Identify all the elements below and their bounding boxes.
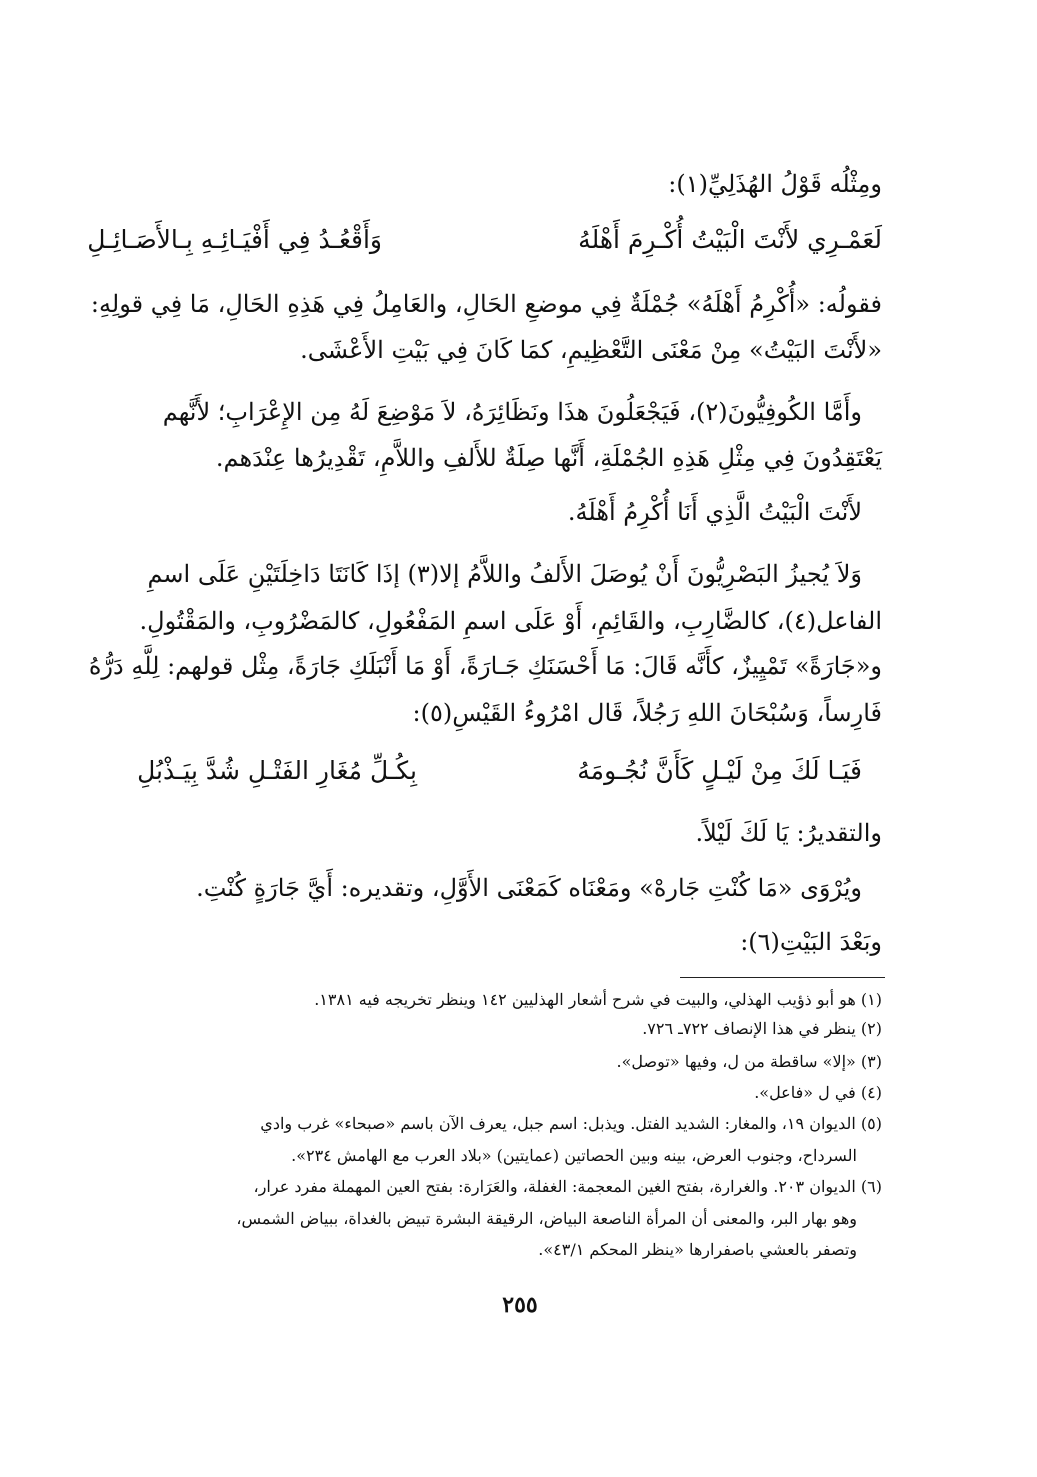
verse-1-second-hemistich: وَأَقْعُـدُ فِي أَفْيَـائِـهِ بِـالأَصَـائِـلِ — [87, 225, 382, 254]
footnote-6-line-3: وتصفر بالعشي باصفرارها «ينظر المحكم ٤٣/١». — [538, 1240, 857, 1259]
footnote-4: (٤) في ل «فاعل». — [754, 1083, 882, 1102]
footnote-2: (٢) ينظر في هذا الإنصاف ٧٢٢ـ ٧٢٦. — [642, 1019, 882, 1038]
paragraph-3-line-3: و«جَارَةً» تَمْيِيزٌ، كأَنَّه قَالَ: مَا أَحْسَنَكِ جَـارَةً، أَوْ مَا أَنْبَلَكِ جَارَةً، مِثْل قولهم: لِلَّهِ دَرُّهُ — [88, 652, 882, 680]
footnote-separator — [680, 977, 885, 978]
paragraph-1-line-2: «لأَنْتَ البَيْتُ» مِنْ مَعْنَى التَّعْظِيمِ، كمَا كَانَ فِي بَيْتِ الأَعْشَى. — [300, 336, 882, 364]
paragraph-3-line-2: الفاعل(٤)، كالضَّارِبِ، والقَائِمِ، أَوْ عَلَى اسمِ المَفْعُولِ، كالمَضْرُوبِ، والمَقْتُولِ. — [139, 607, 882, 635]
paragraph-4: ويُرْوَى «مَا كُنْتِ جَارهْ» ومَعْنَاه كَمَعْنَى الأَوَّلِ، وتقديره: أَيَّ جَارَةٍ كُنْتِ. — [196, 874, 862, 902]
footnote-1: (١) هو أبو ذؤيب الهذلي، والبيت في شرح أشعار الهذليين ١٤٢ وينظر تخريجه فيه ١٣٨١. — [314, 990, 882, 1009]
verse-2-first-hemistich: فَيَـا لَكَ مِنْ لَيْـلٍ كَأَنَّ نُجُـومَهُ — [577, 756, 862, 785]
footnote-5-line-2: السرداح، وجنوب العرض، بينه وبين الحصاتين (عمايتين) «بلاد العرب مع الهامش ٢٣٤». — [291, 1146, 857, 1165]
footnote-3: (٣) «إلا» ساقطة من ل، وفيها «توصل». — [616, 1052, 882, 1071]
footnote-5-line-1: (٥) الديوان ١٩، والمغار: الشديد الفتل. ويذبل: اسم جبل، يعرف الآن باسم «صبحاء» غرب وادي — [260, 1114, 882, 1133]
example-sentence: لأَنْتَ الْبَيْتُ الَّذِي أَنَا أُكْرِمُ أَهْلَهُ. — [567, 498, 862, 526]
paragraph-2-line-1: وأَمَّا الكُوفِيُّونَ(٢)، فَيَجْعَلُونَ هذَا ونَظَائِرَهُ، لاَ مَوْضِعَ لَهُ مِن الإِعْرَابِ؛ لأَنَّهم — [162, 398, 862, 426]
footnote-6-line-2: وهو بهار البر، والمعنى أن المرأة الناصعة البياض، الرقيقة البشرة تبيض بالغداة، ببياض الشمس، — [236, 1209, 857, 1228]
page-number: ٢٥٥ — [502, 1292, 538, 1318]
paragraph-1-line-1: فقولُه: «أُكْرِمُ أَهْلَهُ» جُمْلَةٌ فِي موضعِ الحَالِ، والعَامِلُ فِي هَذِهِ الحَالِ، مَا فِي قولِهِ: — [90, 290, 882, 318]
footnote-6-line-1: (٦) الديوان ٢٠٣. والغرارة، بفتح الغين المعجمة: الغفلة، والعَرَارة: بفتح العين المهملة مفرد عرار، — [253, 1177, 882, 1196]
verse-1-first-hemistich: لَعَمْـرِي لأَنْتَ الْبَيْتُ أُكْـرِمَ أَهْلَهُ — [578, 225, 882, 254]
estimate-line: والتقديرُ: يَا لَكَ لَيْلاً. — [695, 819, 882, 847]
intro-line-2: وبَعْدَ البَيْتِ(٦): — [740, 928, 882, 956]
verse-2-second-hemistich: بِكُـلِّ مُغَارِ الفَتْـلِ شُدَّ بِيَـذْبُلِ — [137, 756, 417, 785]
paragraph-3-line-4: فَارِساً، وَسُبْحَانَ اللهِ رَجُلاً، قَال امْرُوءُ القَيْسِ(٥): — [412, 699, 882, 727]
paragraph-3-line-1: وَلاَ يُجيزُ البَصْرِيُّونَ أَنْ يُوصَلَ الأَلفُ واللاَّمُ إلا(٣) إذَا كَانَتَا دَاخِلَتَيْنِ عَلَى اسمِ — [147, 560, 862, 588]
intro-line-1: ومِثْلُه قَوْلُ الهُذَلِيِّ(١): — [668, 170, 882, 198]
paragraph-2-line-2: يَعْتَقِدُونَ فِي مِثْلِ هَذِهِ الجُمْلَةِ، أَنَّها صِلَةٌ للأَلفِ واللاَّمِ، تَقْدِيرُها عِنْدَهم. — [215, 444, 882, 472]
